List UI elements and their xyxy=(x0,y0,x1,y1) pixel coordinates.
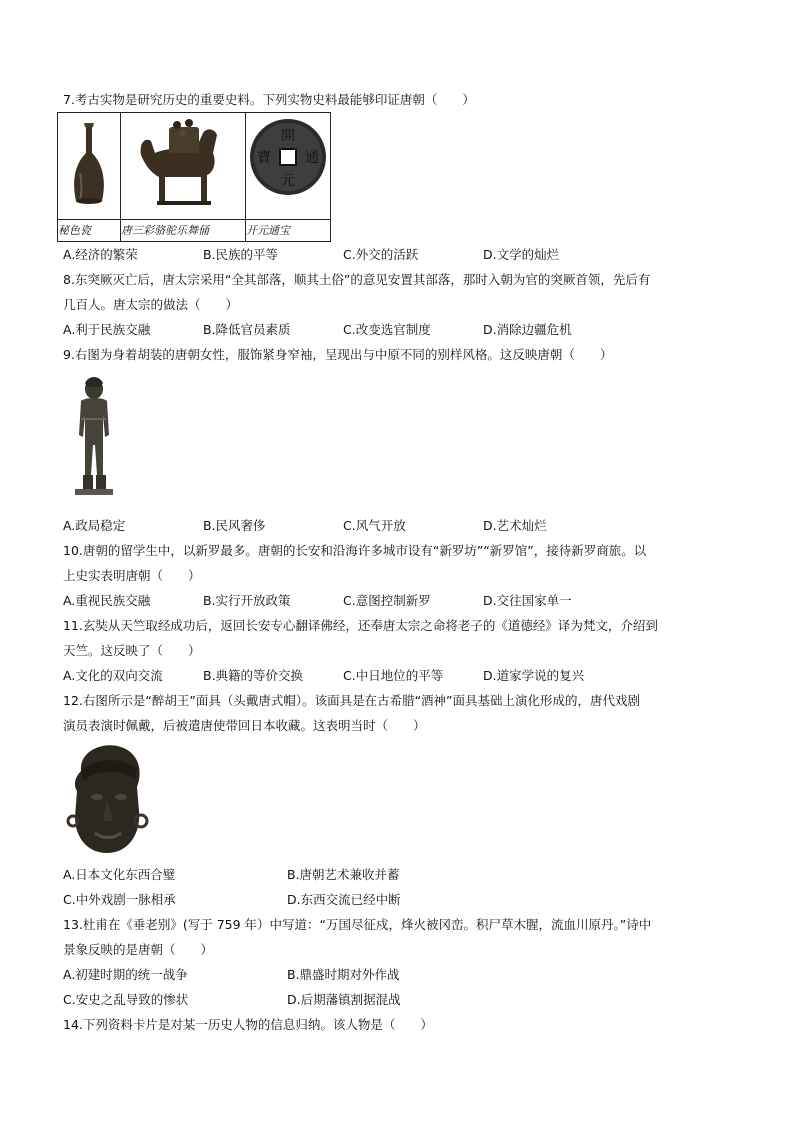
q7-option-a: A.经济的繁荣 xyxy=(63,247,138,262)
q11-option-c: C.中日地位的平等 xyxy=(343,668,444,683)
q13-option-d: D.后期藩镇割据混战 xyxy=(287,992,401,1007)
q9-option-a: A.政局稳定 xyxy=(63,518,126,533)
q10-option-d: D.交往国家单一 xyxy=(483,593,572,608)
caption-celadon: 秘色瓷 xyxy=(58,220,121,242)
q7-option-b: B.民族的平等 xyxy=(203,247,279,262)
q10-stem-line2: 上史实表明唐朝（ ） xyxy=(63,568,201,583)
q10-option-b: B.实行开放政策 xyxy=(203,593,291,608)
kaiyuan-tongbao-coin-image xyxy=(246,113,331,220)
hu-dress-woman-figurine-image xyxy=(63,375,125,503)
q12-stem-line1: 12.右图所示是“醉胡王”面具（头戴唐式帽）。该面具是在古希腊“酒神”面具基础上演化形成的，唐代戏剧 xyxy=(63,693,641,708)
q12-option-a: A.日本文化东西合璧 xyxy=(63,867,176,882)
q9-stem: 9.右图为身着胡装的唐朝女性，服饰紧身窄袖，呈现出与中原不同的别样风格。这反映唐朝（ ） xyxy=(63,347,613,362)
q11-option-b: B.典籍的等价交换 xyxy=(203,668,304,683)
coin-char-bottom: 元 xyxy=(281,173,295,189)
q13-stem-line2: 景象反映的是唐朝（ ） xyxy=(63,942,214,957)
caption-camel: 唐三彩骆驼乐舞俑 xyxy=(121,220,246,242)
q10-option-c: C.意图控制新罗 xyxy=(343,593,431,608)
q8-option-d: D.消除边疆危机 xyxy=(483,322,572,337)
q11-option-d: D.道家学说的复兴 xyxy=(483,668,585,683)
q7-option-d: D.文学的灿烂 xyxy=(483,247,560,262)
q11-stem-line1: 11.玄奘从天竺取经成功后，返回长安专心翻译佛经，还奉唐太宗之命将老子的《道德经》译为梵文，介绍到 xyxy=(63,618,658,633)
q7-artifact-table xyxy=(57,112,331,242)
q10-stem-line1: 10.唐朝的留学生中，以新罗最多。唐朝的长安和沿海许多城市设有“新罗坊”“新罗馆”，接待新罗商旅。以 xyxy=(63,543,647,558)
q8-option-c: C.改变选官制度 xyxy=(343,322,431,337)
q8-stem-line1: 8.东突厥灭亡后，唐太宗采用“全其部落，顺其土俗”的意见安置其部落，那时入朝为官的突厥首领，先后有 xyxy=(63,272,651,287)
caption-coin: 开元通宝 xyxy=(246,220,331,242)
q7-option-c: C.外交的活跃 xyxy=(343,247,419,262)
q14-stem: 14.下列资料卡片是对某一历史人物的信息归纳。该人物是（ ） xyxy=(63,1017,433,1032)
q12-stem-line2: 演员表演时佩戴，后被遣唐使带回日本收藏。这表明当时（ ） xyxy=(63,718,426,733)
q8-stem-line2: 几百人。唐太宗的做法（ ） xyxy=(63,297,239,312)
q13-option-c: C.安史之乱导致的惨状 xyxy=(63,992,189,1007)
q12-option-c: C.中外戏剧一脉相承 xyxy=(63,892,176,907)
q11-option-a: A.文化的双向交流 xyxy=(63,668,163,683)
coin-char-top: 開 xyxy=(281,128,295,144)
q13-option-a: A.初建时期的统一战争 xyxy=(63,967,188,982)
coin-char-right: 通 xyxy=(305,150,319,166)
q9-option-d: D.艺术灿烂 xyxy=(483,518,547,533)
q12-option-d: D.东西交流已经中断 xyxy=(287,892,401,907)
coin-char-left: 寶 xyxy=(257,150,271,166)
q11-stem-line2: 天竺。这反映了（ ） xyxy=(63,643,201,658)
q9-option-c: C.风气开放 xyxy=(343,518,406,533)
drunk-hu-king-mask-image xyxy=(63,741,151,857)
q8-option-b: B.降低官员素质 xyxy=(203,322,291,337)
q9-option-b: B.民风奢侈 xyxy=(203,518,266,533)
q8-option-a: A.利于民族交融 xyxy=(63,322,151,337)
q12-option-b: B.唐朝艺术兼收并蓄 xyxy=(287,867,400,882)
q13-stem-line1: 13.杜甫在《垂老别》(写于 759 年）中写道：“万国尽征戍，烽火被冈峦。积尸草木腥，流血川原丹。”诗中 xyxy=(63,917,652,932)
tang-sancai-camel-image xyxy=(121,113,246,220)
q7-stem: 7.考古实物是研究历史的重要史料。下列实物史料最能够印证唐朝（ ） xyxy=(63,92,475,107)
q13-option-b: B.鼎盛时期对外作战 xyxy=(287,967,400,982)
celadon-vase-image xyxy=(58,113,121,220)
q10-option-a: A.重视民族交融 xyxy=(63,593,151,608)
